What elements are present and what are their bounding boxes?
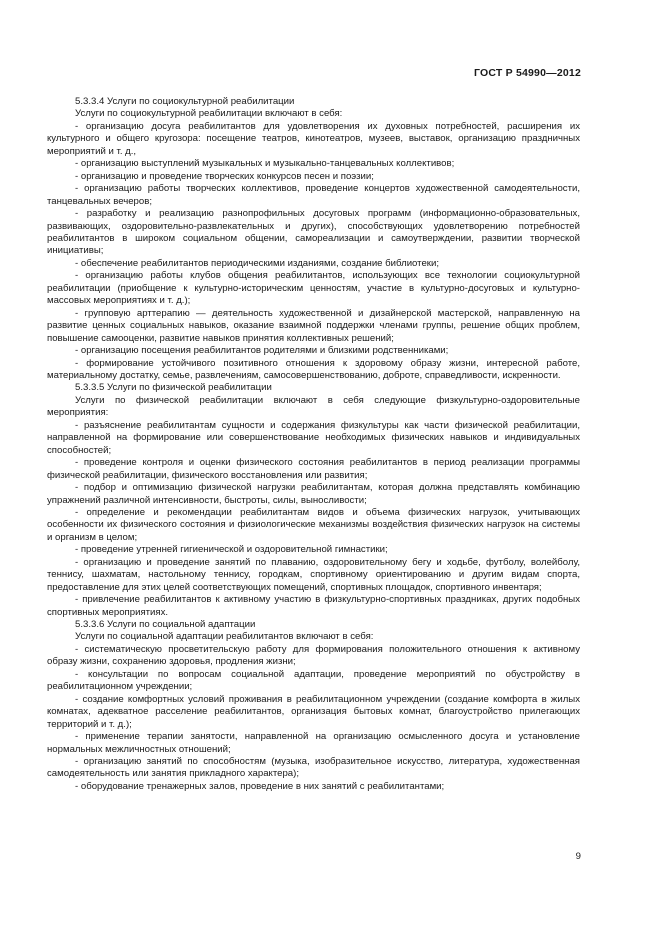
list-item: - применение терапии занятости, направленной на организацию осмысленного досуга и установление нормальных межличностных отношений; — [47, 731, 580, 755]
section-heading: 5.3.3.5 Услуги по физической реабилитации — [75, 382, 272, 394]
list-item: - организацию работы клубов общения реабилитантов, использующих все технологии социокультурной реабилитации (приобщение к культурно-историческим ценностям, участие в культурно-досуговых и культурно-массовых мероприятиях и т. д.); — [47, 270, 580, 307]
list-item: - определение и рекомендации реабилитантам видов и объема физических нагрузок, учитывающих особенности их физического состояния и физиологические механизмы воздействия физических нагрузок на системы и организм в целом; — [47, 506, 580, 543]
list-item: - систематическую просветительскую работу для формирования положительного отношения к активному образу жизни, сохранению здоровья, продления жизни; — [47, 643, 580, 668]
list-item: - разработку и реализацию разнопрофильных досуговых программ (информационно-образовательных, развивающих, оздоровительно-развлекательных и других), способствующих удовлетворению потребностей реабилитантов в широком социальном общении, самореализации и самоутверждении, развитии творческой инициативы; — [47, 208, 580, 257]
list-item: - консультации по вопросам социальной адаптации, проведение мероприятий по обустройству в реабилитационном учреждении; — [47, 668, 580, 693]
body-text — [47, 96, 580, 793]
intro-paragraph: Услуги по социокультурной реабилитации включают в себя: — [75, 108, 343, 120]
list-item: - проведение контроля и оценки физического состояния реабилитантов в период реализации программы физической реабилитации, физического восстановления или развития; — [47, 457, 580, 481]
list-item: - организацию выступлений музыкальных и музыкально-танцевальных коллективов; — [75, 158, 455, 170]
standard-header: ГОСТ Р 54990—2012 — [473, 67, 581, 79]
list-item: - разъяснение реабилитантам сущности и содержания физкультуры как части физической реабилитации, направленной на формирование или совершенствование необходимых физических навыков и индивидуальных способностей; — [47, 419, 580, 456]
intro-paragraph: Услуги по социальной адаптации реабилитантов включают в себя: — [75, 631, 374, 643]
list-item: - организацию и проведение занятий по плаванию, оздоровительному бегу и ходьбе, футболу, волейболу, теннису, шахматам, настольному теннису, городкам, спортивному ориентированию и другим видам спорта, предоставление для этих целей соответствующих помещений, спортивных площадок, спортивного инвентаря; — [47, 556, 580, 593]
list-item: - привлечение реабилитантов к активному участию в физкультурно-спортивных праздниках, других подобных спортивных мероприятиях. — [47, 594, 580, 618]
list-item: - организацию занятий по способностям (музыка, изобразительное искусство, литература, художественная самодеятельность или занятия прикладного характера); — [47, 756, 580, 780]
list-item: - групповую арттерапию — деятельность художественной и дизайнерской мастерской, направленную на развитие ценных социальных навыков, оказание взаимной поддержки членами группы, решение общих проблем, повышение самооценки, развитие навыков принятия коллективных решений; — [47, 307, 580, 344]
intro-paragraph: Услуги по физической реабилитации включают в себя следующие физкультурно-оздоровительные мероприятия: — [47, 394, 580, 419]
list-item: - организацию и проведение творческих конкурсов песен и поэзии; — [75, 170, 374, 182]
list-item: - проведение утренней гигиенической и оздоровительной гимнастики; — [75, 544, 388, 556]
list-item: - организацию посещения реабилитантов родителями и близкими родственниками; — [75, 345, 449, 357]
list-item: - обеспечение реабилитантов периодическими изданиями, создание библиотеки; — [75, 257, 440, 269]
list-item: - формирование устойчивого позитивного отношения к здоровому образу жизни, интересной работе, материальному достатку, семье, развлечениям, самосовершенствованию, доброте, справедливости, искренности. — [47, 357, 580, 381]
list-item: - оборудование тренажерных залов, проведение в них занятий с реабилитантами; — [75, 780, 445, 792]
page-number: 9 — [575, 851, 581, 862]
list-item: - организацию работы творческих коллективов, проведение концертов художественной самодеятельности, танцевальных вечеров; — [47, 183, 580, 207]
section-heading: 5.3.3.4 Услуги по социокультурной реабилитации — [75, 96, 295, 107]
list-item: - создание комфортных условий проживания в реабилитационном учреждении (создание комфорта в жилых комнатах, адекватное расселение реабилитантов, организация бытовых комнат, благоустройство прилегающих территорий и т. д.); — [47, 693, 580, 730]
list-item: - подбор и оптимизацию физической нагрузки реабилитантам, которая должна представлять комбинацию упражнений различной интенсивности, быстроты, силы, выносливости; — [47, 482, 580, 506]
section-heading: 5.3.3.6 Услуги по социальной адаптации — [75, 619, 256, 631]
list-item: - организацию досуга реабилитантов для удовлетворения их духовных потребностей, расширения их культурного и общего кругозора: посещение театров, кинотеатров, музеев, выставок, организацию праздничных мероприятий и т. д., — [47, 120, 580, 157]
